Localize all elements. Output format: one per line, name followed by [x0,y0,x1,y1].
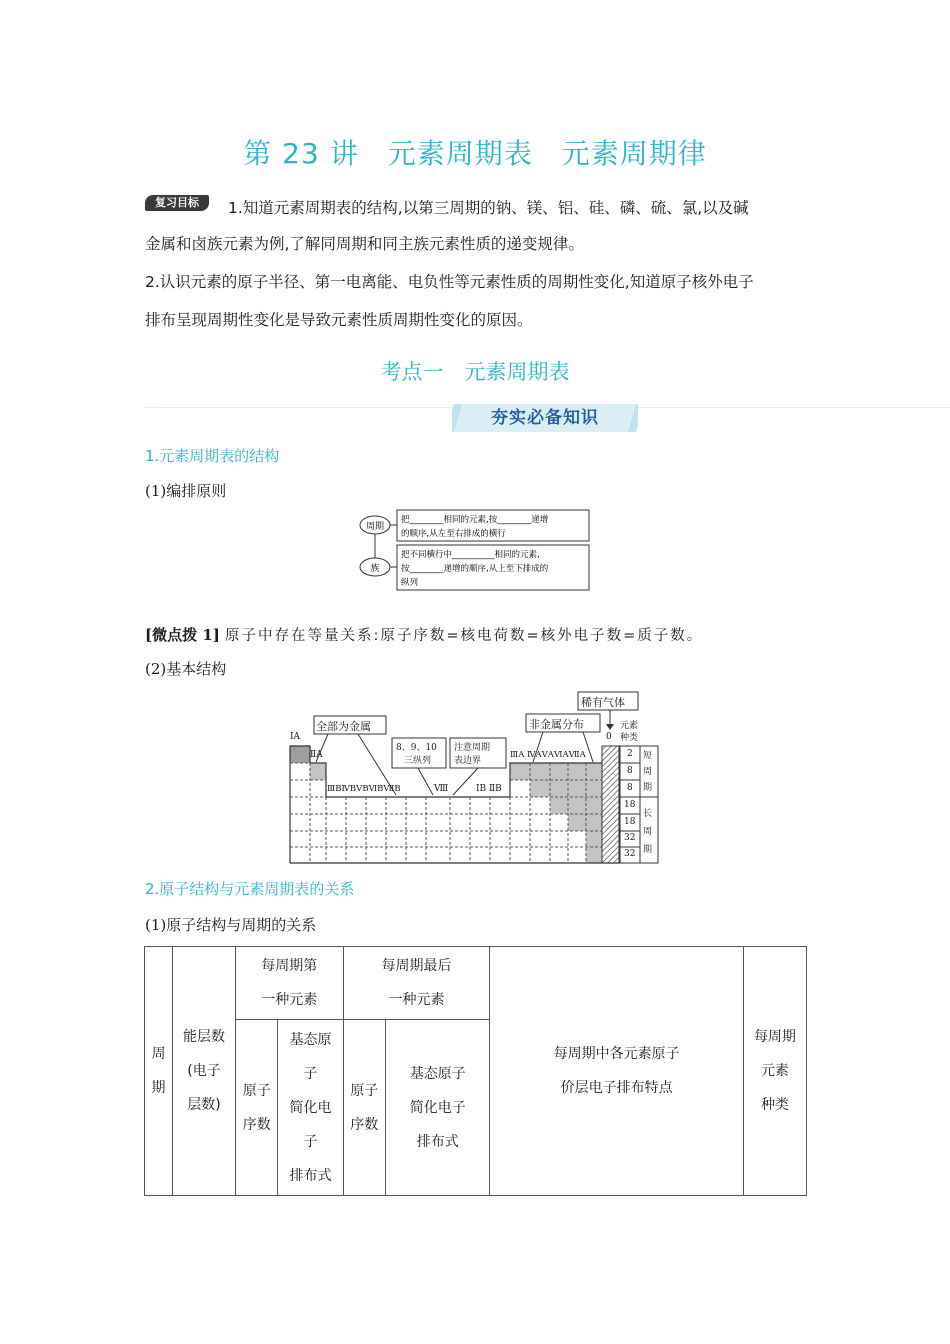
relationship-table [144,946,807,1196]
period-definition-line-2: 的顺序,从左至右排成的横行 [401,529,506,539]
group-definition-line-3: 纵列 [401,578,419,588]
callout-nonmetal: 非金属分布 [529,718,584,731]
long-period-char-2: 周 [643,827,653,837]
section-title: 考点一 元素周期表 [380,360,570,384]
callout-all-metal: 全部为金属 [316,720,371,733]
col-last-config: 基态原子 简化电子 排布式 [385,1020,489,1196]
goal-1-line-2: 金属和卤族元素为例,了解同周期和同主族元素性质的递变规律。 [145,235,584,253]
count-period-1: 2 [627,749,633,759]
tip-label: [微点拨 1] [145,626,220,644]
periodic-table-frame [288,690,662,866]
goal-1-line-1: 1.知道元素周期表的结构,以第三周期的钠、镁、铝、硅、磷、硫、氯,以及碱 [228,199,749,217]
banner-title: 夯实必备知识 [491,408,599,428]
period-definition-line-1: 把________相同的元素,按________递增 [401,515,549,525]
label-ia: ⅠA [290,732,301,742]
subheading-principle: (1)编排原则 [145,482,227,500]
tip-paragraph [145,624,703,645]
heading-structure: 1.元素周期表的结构 [145,447,280,465]
label-kinds-line-2: 种类 [620,733,639,743]
page-title: 第 23 讲 元素周期表 元素周期律 [243,137,707,170]
long-period-char-1: 长 [643,809,653,819]
review-goals-badge: 复习目标 [145,195,209,211]
col-element-kinds: 每周期 元素 种类 [743,947,806,1196]
count-period-7: 32 [624,849,636,859]
label-kinds-line-1: 元素 [620,721,639,731]
label-b-groups: ⅢBⅣBⅤBⅥBⅦB [327,784,401,794]
callout-boundary-line-2: 表边界 [454,756,482,766]
col-first-atomic-number: 原子 序数 [236,1020,278,1196]
subheading-period-relation: (1)原子结构与周期的关系 [145,916,317,934]
label-a-groups: ⅢA ⅣAⅤAⅥAⅦA [510,750,586,760]
callout-columns-8-10-line-2: 三纵列 [404,756,432,766]
col-period: 周 期 [145,947,173,1196]
periodic-table-structure-diagram [288,690,662,866]
short-period-char-2: 周 [643,767,653,777]
count-period-6: 32 [624,833,636,843]
callout-boundary-line-1: 注意周期 [454,743,491,753]
group-oval-label: 族 [370,564,380,574]
short-period-char-1: 短 [643,751,653,761]
count-period-3: 8 [627,783,633,793]
callout-noble-gas: 稀有气体 [581,696,625,709]
period-oval-label: 周期 [365,522,385,532]
col-last-element: 每周期最后 一种元素 [343,947,490,1020]
col-first-element: 每周期第 一种元素 [236,947,344,1020]
label-group-zero: 0 [606,732,612,742]
group-definition-line-1: 把不同横行中__________相同的元素, [401,550,540,560]
tip-text: 原子中存在等量关系:原子序数=核电荷数=核外电子数=质子数。 [224,628,704,644]
count-period-4: 18 [624,800,636,810]
subheading-basic-structure: (2)基本结构 [145,660,227,678]
col-valence-feature: 每周期中各元素原子 价层电子排布特点 [490,947,743,1196]
col-first-config: 基态原 子 简化电 子 排布式 [278,1020,343,1196]
group-definition-line-2: 按________递增的顺序,从上至下排成的 [401,564,549,574]
short-period-char-3: 期 [643,783,653,793]
label-viii: Ⅷ [434,784,449,794]
arrangement-principle-diagram [355,508,595,592]
col-energy-levels: 能层数 (电子 层数) [172,947,235,1196]
count-period-2: 8 [627,766,633,776]
label-iia: ⅡA [310,750,323,760]
col-last-atomic-number: 原子 序数 [343,1020,385,1196]
count-period-5: 18 [624,817,636,827]
long-period-char-3: 期 [643,845,653,855]
callout-columns-8-10-line-1: 8、9、10 [396,743,437,753]
goal-2-line-1: 2.认识元素的原子半径、第一电离能、电负性等元素性质的周期性变化,知道原子核外电子 [145,273,754,291]
goal-2-line-2: 排布呈现周期性变化是导致元素性质周期性变化的原因。 [145,311,533,329]
heading-relationship: 2.原子结构与元素周期表的关系 [145,880,355,898]
label-ib-iib: ⅠB ⅡB [476,784,502,794]
